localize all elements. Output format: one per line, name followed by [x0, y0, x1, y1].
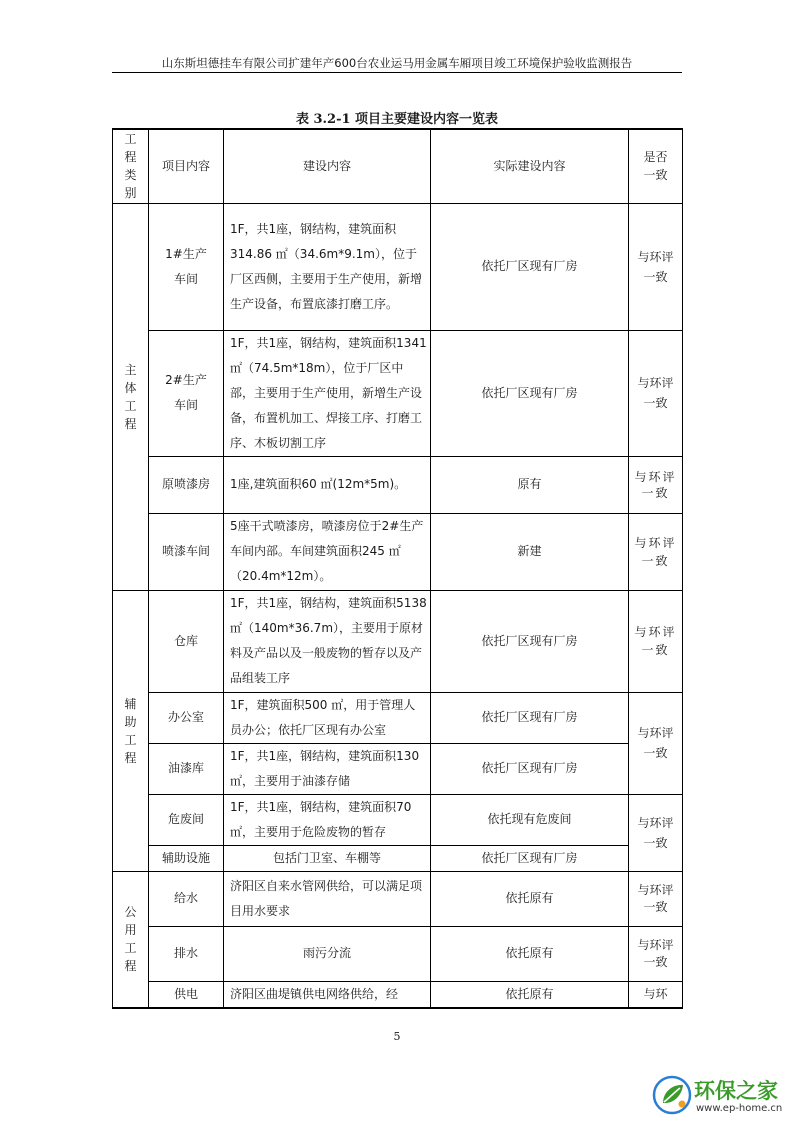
row-actual: 依托原有: [431, 871, 629, 926]
row-consistent: 与环评一致: [629, 692, 683, 794]
row-actual: 依托厂区现有厂房: [431, 590, 629, 692]
table-row: [113, 981, 683, 1008]
row-item: 1#生产车间: [149, 203, 224, 330]
row-content: 1F，共1座，钢结构，建筑面积314.86 ㎡（34.6m*9.1m），位于厂区西侧，主要用于生产使用，新增生产设备，布置底漆打磨工序。: [224, 203, 431, 330]
row-content: 济阳区自来水管网供给，可以满足项目用水要求: [224, 871, 431, 926]
row-content: 1F，共1座，钢结构，建筑面积1341 ㎡（74.5m*18m），位于厂区中部，主要用于生产使用，新增生产设备，布置机加工、焊接工序、打磨工序、木板切割工序: [224, 330, 431, 456]
row-actual: 原有: [431, 456, 629, 513]
category-main: 主体工程: [113, 203, 149, 590]
row-actual: 依托厂区现有厂房: [431, 203, 629, 330]
table-row: [113, 871, 683, 926]
watermark-url: www.ep-home.cn: [696, 1103, 783, 1114]
construction-content-table: [112, 128, 683, 1009]
row-consistent: 与环: [629, 981, 683, 1008]
table-row: [113, 513, 683, 590]
row-item: 供电: [149, 981, 224, 1008]
row-item: 油漆库: [149, 743, 224, 794]
row-content: 包括门卫室、车棚等: [224, 845, 431, 871]
row-actual: 依托现有危废间: [431, 794, 629, 845]
watermark-title: 环保之家: [694, 1079, 778, 1103]
row-item: 给水: [149, 871, 224, 926]
row-actual: 依托厂区现有厂房: [431, 692, 629, 743]
row-content: 1F，共1座，钢结构，建筑面积130 ㎡，主要用于油漆存储: [224, 743, 431, 794]
row-actual: 依托厂区现有厂房: [431, 743, 629, 794]
table-row: [113, 794, 683, 845]
row-item: 喷漆车间: [149, 513, 224, 590]
row-actual: 依托厂区现有厂房: [431, 330, 629, 456]
row-item: 2#生产车间: [149, 330, 224, 456]
row-item: 原喷漆房: [149, 456, 224, 513]
row-content: 1F，共1座，钢结构，建筑面积70 ㎡，主要用于危险废物的暂存: [224, 794, 431, 845]
row-actual: 依托厂区现有厂房: [431, 845, 629, 871]
table-row: [113, 203, 683, 330]
watermark-logo: [652, 1075, 792, 1119]
row-item: 排水: [149, 926, 224, 981]
category-auxiliary: 辅助工程: [113, 590, 149, 871]
row-item: 辅助设施: [149, 845, 224, 871]
header-consistent: 是否一致: [629, 129, 683, 203]
row-content: 1F，共1座，钢结构，建筑面积5138 ㎡（140m*36.7m），主要用于原材料及产品以及一般废物的暂存以及产品组装工序: [224, 590, 431, 692]
row-consistent: 与环评一致: [629, 926, 683, 981]
header-divider: [112, 72, 682, 73]
row-content: 5座干式喷漆房，喷漆房位于2#生产车间内部。车间建筑面积245 ㎡（20.4m*12m）。: [224, 513, 431, 590]
leaf-icon: [652, 1075, 692, 1115]
category-public: 公用工程: [113, 871, 149, 1008]
row-consistent: 与环评一致: [629, 456, 683, 513]
table-row: [113, 743, 683, 794]
row-consistent: 与环评一致: [629, 203, 683, 330]
table-row: [113, 590, 683, 692]
row-consistent: 与环评一致: [629, 590, 683, 692]
row-item: 仓库: [149, 590, 224, 692]
row-content: 1F，建筑面积500 ㎡，用于管理人员办公；依托厂区现有办公室: [224, 692, 431, 743]
row-item: 危废间: [149, 794, 224, 845]
header-actual: 实际建设内容: [431, 129, 629, 203]
table-row: [113, 926, 683, 981]
row-consistent: 与环评一致: [629, 513, 683, 590]
table-header-row: [113, 129, 683, 203]
document-header: 山东斯坦德挂车有限公司扩建年产600台农业运马用金属车厢项目竣工环境保护验收监测报告: [161, 56, 633, 70]
row-consistent: 与环评一致: [629, 871, 683, 926]
table-caption: 表 3.2-1 项目主要建设内容一览表: [295, 112, 499, 127]
row-actual: 新建: [431, 513, 629, 590]
table-row: [113, 845, 683, 871]
row-item: 办公室: [149, 692, 224, 743]
header-item: 项目内容: [149, 129, 224, 203]
page-number: 5: [393, 1030, 401, 1043]
row-actual: 依托原有: [431, 926, 629, 981]
table-row: [113, 330, 683, 456]
table-row: [113, 456, 683, 513]
header-category: 工程类别: [113, 129, 149, 203]
row-content: 济阳区曲堤镇供电网络供给，经: [224, 981, 431, 1008]
table-row: [113, 692, 683, 743]
row-actual: 依托原有: [431, 981, 629, 1008]
row-consistent: 与环评一致: [629, 794, 683, 871]
header-content: 建设内容: [224, 129, 431, 203]
row-consistent: 与环评一致: [629, 330, 683, 456]
row-content: 雨污分流: [224, 926, 431, 981]
row-content: 1座,建筑面积60 ㎡(12m*5m)。: [224, 456, 431, 513]
